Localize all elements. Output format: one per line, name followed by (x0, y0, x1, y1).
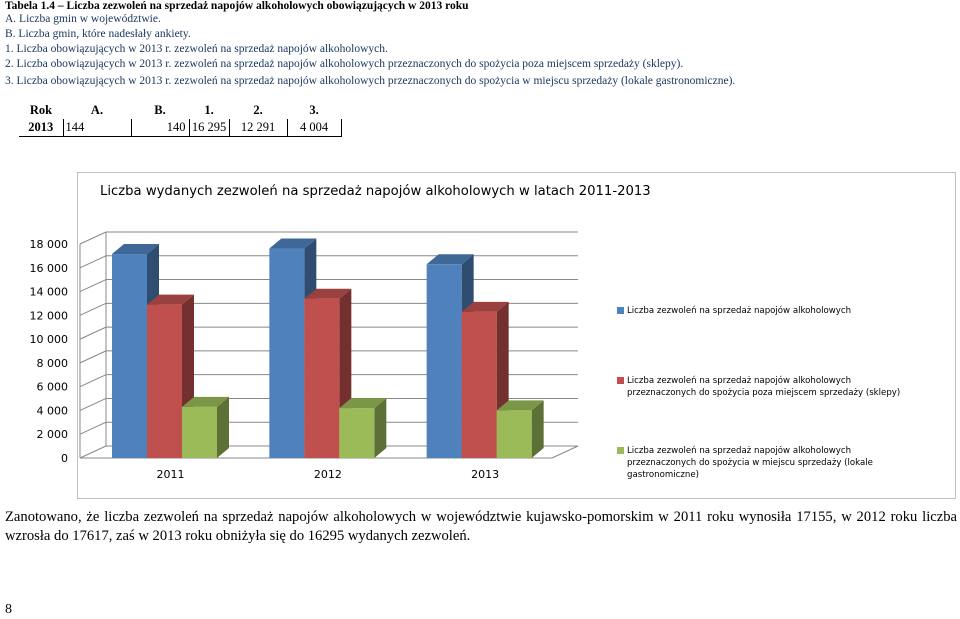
y-axis-ticks (30, 238, 69, 465)
bar-gastro-2012 (339, 398, 386, 458)
chart-title: Liczba wydanych zezwoleń na sprzedaż napojów alkoholowych w latach 2011-2013 (100, 184, 651, 199)
bar-side (532, 400, 544, 458)
bar-gastro-2011 (182, 397, 229, 458)
legend-line-1: 1. Liczba obowiązujących w 2013 r. zezwoleń na sprzedaż napojów alkoholowych. (5, 43, 388, 55)
cell-rok: 2013 (19, 119, 63, 137)
legend-swatch-blue (617, 307, 624, 314)
legend-swatch-green (617, 447, 624, 454)
x-axis-ticks (157, 468, 500, 481)
legend-line-a: A. Liczba gmin w województwie. (5, 13, 161, 25)
gridline-depth (80, 446, 106, 458)
x-tick-label: 2012 (313, 468, 342, 481)
y-tick-label: 18 000 (29, 238, 68, 251)
table-title: Tabela 1.4 – Liczba zezwoleń na sprzedaż napojów alkoholowych obowiązujących w 2013 roku (5, 0, 469, 12)
legend-label: Liczba zezwoleń na sprzedaż napojów alkoholowych przeznaczonych do spożycia poza miejscem sprzedaży (sklepy) (627, 376, 901, 398)
gridline-depth (80, 327, 106, 339)
y-tick-label: 16 000 (29, 261, 68, 275)
col-1: 1. (204, 103, 214, 117)
gridline-depth (80, 256, 106, 268)
gridline-depth (80, 375, 106, 387)
bar-front (462, 312, 497, 458)
col-b: B. (154, 103, 166, 117)
gridline-depth (80, 398, 106, 410)
y-tick-label: 10 000 (29, 333, 68, 347)
col-a: A. (90, 103, 104, 117)
col-rok: Rok (29, 103, 53, 117)
bar-front (497, 410, 532, 458)
cell-a: 144 (63, 119, 131, 137)
gridline-depth (80, 422, 106, 434)
bar-front (182, 407, 217, 458)
x-tick-label: 2011 (156, 468, 185, 481)
col-3: 3. (309, 103, 319, 117)
gridline-depth (80, 280, 106, 292)
summary-paragraph: Zanotowano, że liczba zezwoleń na sprzedaż napojów alkoholowych w województwie kujawsko-pomorskim w 2011 roku wynosiła 17155, w 2012 roku liczba wzrosła do 17617, zaś w 2013 roku obniżyła się do 16295 wydanych zezwoleń. (5, 509, 957, 544)
page-number: 8 (5, 602, 12, 617)
bar-front (339, 408, 374, 458)
gridline-depth (80, 303, 106, 315)
bar-side (374, 398, 386, 458)
bar-front (112, 254, 147, 458)
legend-swatch-red (617, 377, 624, 384)
legend-line-b: B. Liczba gmin, które nadesłały ankiety. (5, 28, 191, 40)
legend-line-3: 3. Liczba obowiązujących w 2013 r. zezwoleń na sprzedaż napojów alkoholowych przeznaczonych do spożycia w miejscu sprzedaży (lokale gastronomiczne). (5, 75, 736, 87)
y-tick-label: 6 000 (36, 380, 68, 394)
bar-front (304, 299, 339, 458)
cell-3: 4 004 (287, 119, 341, 137)
y-tick-label: 14 000 (29, 285, 68, 299)
bar-side (217, 397, 229, 458)
bar-gastro-2013 (497, 400, 544, 458)
col-2: 2. (253, 103, 263, 117)
gridline-depth (80, 351, 106, 363)
cell-b: 140 (131, 119, 189, 137)
cell-2: 12 291 (229, 119, 287, 137)
y-tick-label: 12 000 (29, 309, 68, 323)
legend-label: Liczba zezwoleń na sprzedaż napojów alkoholowych (627, 306, 852, 316)
y-tick-label: 0 (61, 452, 68, 465)
floor-edge (552, 446, 578, 458)
x-tick-label: 2013 (471, 468, 500, 481)
bar-group (112, 239, 544, 458)
bar-front (269, 249, 304, 458)
legend-line-2: 2. Liczba obowiązujących w 2013 r. zezwoleń na sprzedaż napojów alkoholowych przeznaczonych do spożycia poza miejscem sprzedaży (sklepy). (5, 58, 684, 70)
bar-front (427, 264, 462, 458)
y-tick-label: 2 000 (36, 428, 68, 442)
gridline-depth (80, 232, 106, 244)
y-tick-label: 4 000 (36, 404, 68, 418)
legend-label: Liczba zezwoleń na sprzedaż napojów alkoholowych przeznaczonych do spożycia w miejscu sprzedaży (lokale gastronomiczne) (627, 446, 873, 480)
bar-front (147, 305, 182, 458)
cell-1: 16 295 (189, 119, 229, 137)
y-tick-label: 8 000 (36, 356, 68, 370)
